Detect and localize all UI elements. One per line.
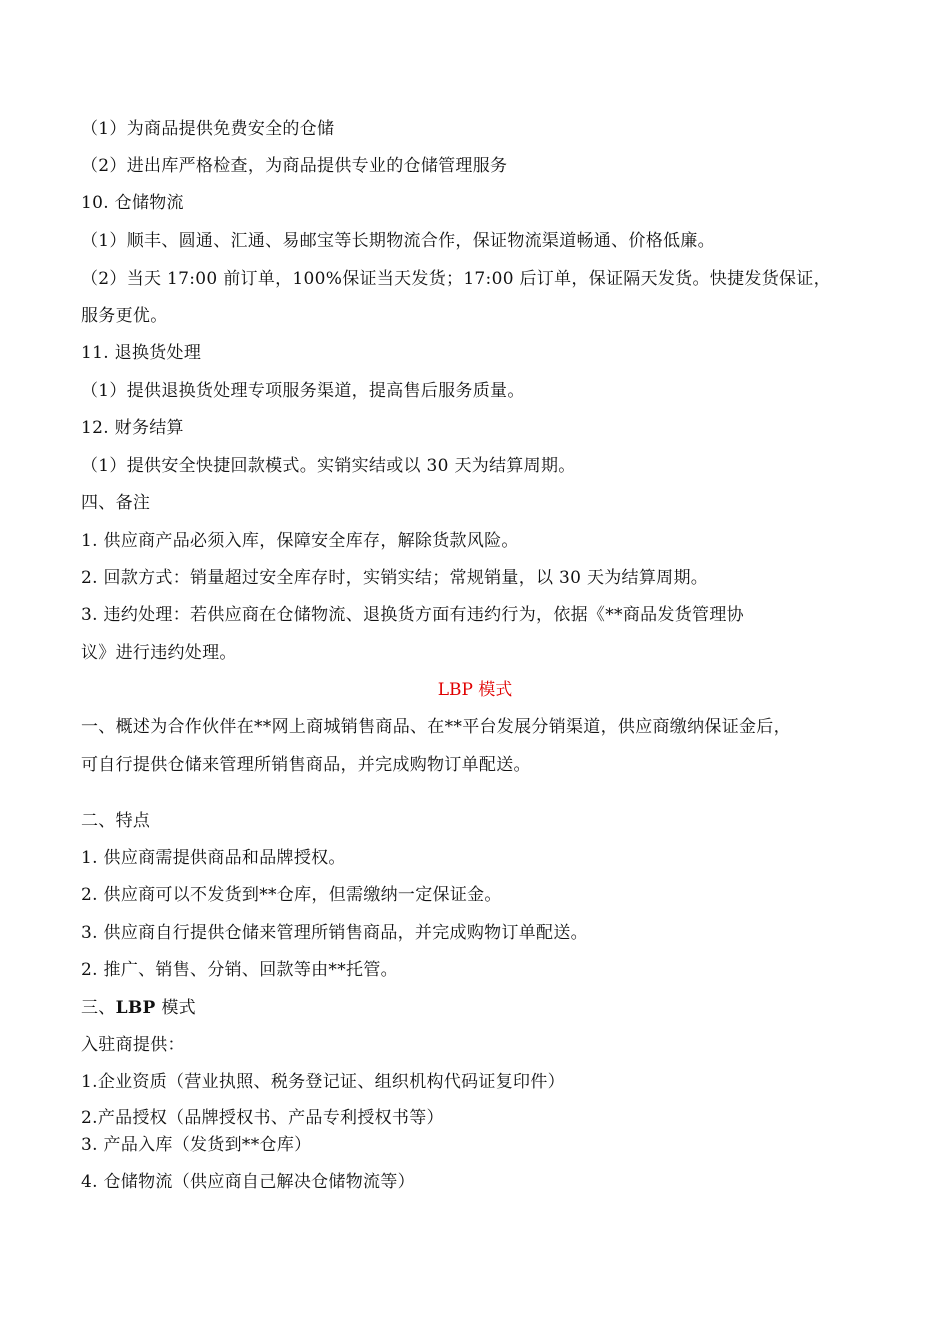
text-line: 入驻商提供： bbox=[81, 1035, 185, 1055]
text-line: 议》进行违约处理。 bbox=[81, 643, 237, 663]
section-heading bbox=[81, 997, 196, 1019]
text-line: （1）提供安全快捷回款模式。实销实结或以 30 天为结算周期。 bbox=[81, 456, 576, 476]
section-heading: 四、备注 bbox=[81, 493, 151, 513]
numbered-heading: 11. 退换货处理 bbox=[81, 343, 202, 363]
text-line: （1）提供退换货处理专项服务渠道，提高售后服务质量。 bbox=[81, 381, 525, 401]
list-item: 2. 供应商可以不发货到**仓库，但需缴纳一定保证金。 bbox=[81, 885, 502, 905]
section-heading: 二、特点 bbox=[81, 811, 151, 831]
overview-line: 可自行提供仓储来管理所销售商品，并完成购物订单配送。 bbox=[81, 755, 531, 775]
section-title: LBP 模式 bbox=[437, 680, 513, 700]
list-item: 1.企业资质（营业执照、税务登记证、组织机构代码证复印件） bbox=[81, 1072, 565, 1092]
list-item: 4. 仓储物流（供应商自己解决仓储物流等） bbox=[81, 1172, 415, 1192]
numbered-heading: 12. 财务结算 bbox=[81, 418, 184, 438]
text-line: （1）顺丰、圆通、汇通、易邮宝等长期物流合作，保证物流渠道畅通、价格低廉。 bbox=[81, 231, 715, 251]
heading-suffix: 模式 bbox=[155, 998, 196, 1018]
list-item: 3. 供应商自行提供仓储来管理所销售商品，并完成购物订单配送。 bbox=[81, 923, 588, 943]
overview-line: 一、概述为合作伙伴在**网上商城销售商品、在**平台发展分销渠道，供应商缴纳保证金后， bbox=[81, 717, 791, 737]
text-line: （2）当天 17:00 前订单，100%保证当天发货；17:00 后订单，保证隔天发货。快捷发货保证， bbox=[81, 269, 831, 289]
numbered-heading: 10. 仓储物流 bbox=[81, 193, 184, 213]
text-line: 服务更优。 bbox=[81, 306, 168, 326]
list-item: 2. 回款方式：销量超过安全库存时，实销实结；常规销量，以 30 天为结算周期。 bbox=[81, 568, 709, 588]
heading-bold: LBP bbox=[115, 998, 156, 1018]
list-item: 3. 产品入库（发货到**仓库） bbox=[81, 1135, 312, 1155]
heading-prefix: 三、 bbox=[81, 998, 116, 1018]
list-item: 1. 供应商产品必须入库，保障安全库存，解除货款风险。 bbox=[81, 531, 519, 551]
list-item: 3. 违约处理：若供应商在仓储物流、退换货方面有违约行为，依据《**商品发货管理协 bbox=[81, 605, 744, 625]
list-item: 1. 供应商需提供商品和品牌授权。 bbox=[81, 848, 346, 868]
list-item: 2.产品授权（品牌授权书、产品专利授权书等） bbox=[81, 1108, 444, 1128]
text-line: （2）进出库严格检查，为商品提供专业的仓储管理服务 bbox=[81, 156, 508, 176]
list-item: 2. 推广、销售、分销、回款等由**托管。 bbox=[81, 960, 398, 980]
text-line: （1）为商品提供免费安全的仓储 bbox=[81, 119, 335, 139]
